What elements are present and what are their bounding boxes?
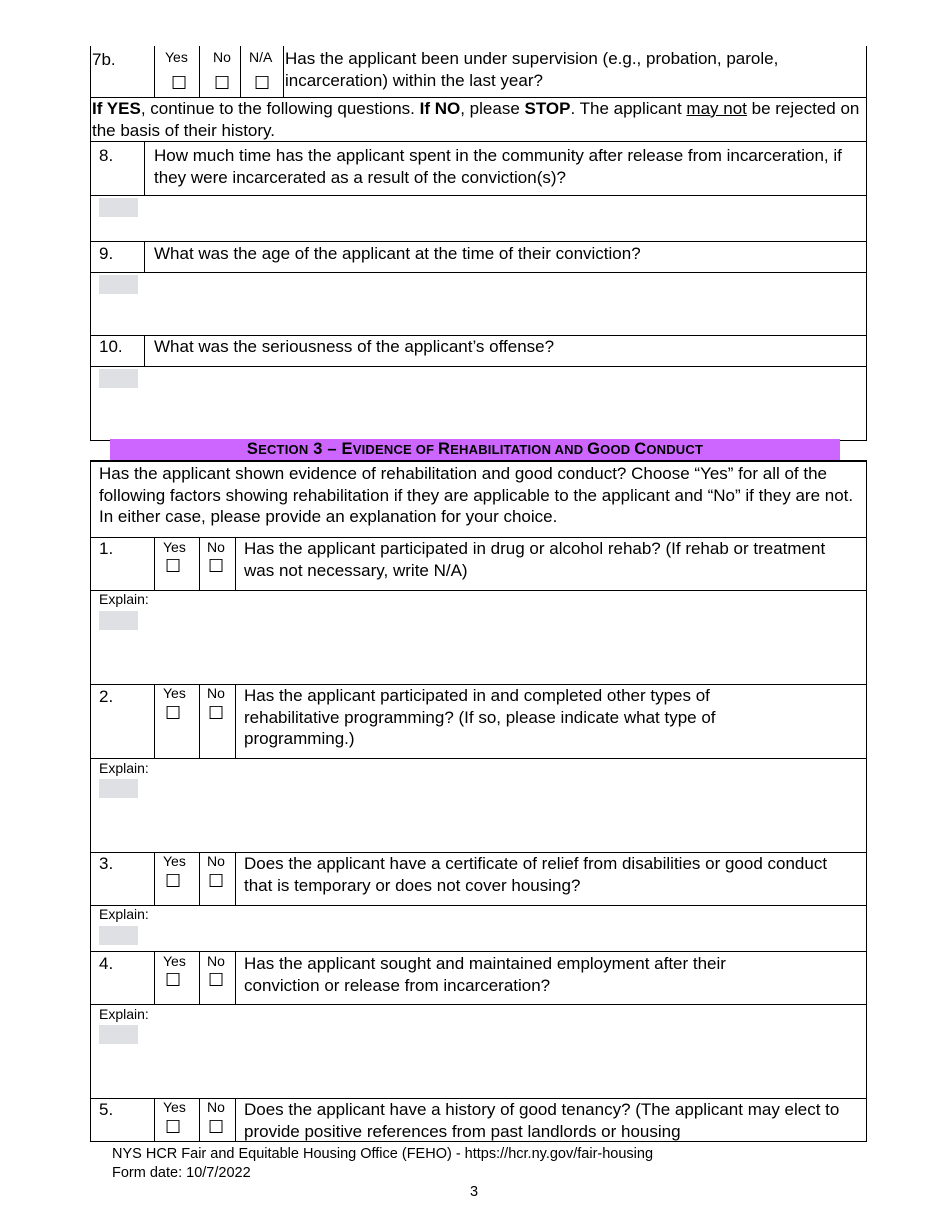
item-4-yes-label: Yes (163, 953, 186, 969)
item-3-explain-label: Explain: (99, 906, 149, 922)
item-1-no-label: No (207, 539, 225, 555)
item-5-yes-label: Yes (163, 1099, 186, 1115)
item-5-no-checkbox[interactable]: ☐ (208, 1117, 225, 1138)
item-2-no-checkbox[interactable]: ☐ (208, 703, 225, 724)
item-2-yes-label: Yes (163, 685, 186, 701)
item-4-no-label: No (207, 953, 225, 969)
item-1-number: 1. (99, 539, 114, 558)
item-1-explain-box[interactable] (90, 590, 867, 685)
item-4-yes-checkbox[interactable]: ☐ (165, 970, 182, 991)
q9-number: 9. (99, 244, 114, 263)
item-5-no-label: No (207, 1099, 225, 1115)
q10-number: 10. (99, 337, 123, 356)
footer-form-date: Form date: 10/7/2022 (112, 1165, 251, 1181)
item-3-no-label: No (207, 853, 225, 869)
item-3-question: Does the applicant have a certificate of relief from disabilities or good conduct that is temporary or does not cover housing? (244, 854, 828, 895)
item-3-yes-label: Yes (163, 853, 186, 869)
footer-office: NYS HCR Fair and Equitable Housing Office (FEHO) - https://hcr.ny.gov/fair-housing (112, 1146, 654, 1162)
item-4-explain-field[interactable] (99, 1025, 138, 1044)
q7b-na-checkbox[interactable]: ☐ (254, 73, 271, 94)
item-4-no-checkbox[interactable]: ☐ (208, 970, 225, 991)
item-4-question: Has the applicant sought and maintained employment after their conviction or release from incarceration? (244, 954, 726, 995)
page-number: 3 (470, 1184, 479, 1200)
q7b-na-label: N/A (249, 49, 273, 65)
q7b-yes-label: Yes (165, 49, 188, 65)
item-1-yes-label: Yes (163, 539, 186, 555)
instruction-text: If YES, continue to the following questions. If NO, please STOP. The applicant may not be rejected on the basis of their history. (92, 99, 860, 140)
q7b-yes-checkbox[interactable]: ☐ (171, 73, 188, 94)
section-3-intro: Has the applicant shown evidence of rehabilitation and good conduct? Choose “Yes” for all of the following factors showing rehabilitation if they are applicable to the applicant and “No” if they are not. In either case, please provide an explanation for your choice. (99, 464, 854, 526)
item-3-explain-field[interactable] (99, 926, 138, 945)
q8-number: 8. (99, 146, 114, 165)
item-3-number: 3. (99, 854, 114, 873)
item-4-explain-box[interactable] (90, 1004, 867, 1099)
q7b-number: 7b. (92, 50, 116, 69)
item-2-no-label: No (207, 685, 225, 701)
item-4-number: 4. (99, 954, 114, 973)
item-2-number: 2. (99, 687, 114, 706)
item-5-question: Does the applicant have a history of good tenancy? (The applicant may elect to provide positive references from past landlords or housing (244, 1100, 840, 1141)
q9-answer-field[interactable] (99, 275, 138, 294)
q8-answer-field[interactable] (99, 198, 138, 217)
q10-answer-field[interactable] (99, 369, 138, 388)
q8-question: How much time has the applicant spent in the community after release from incarceration, if they were incarcerated as a result of the conviction(s)? (154, 146, 842, 187)
q10-answer-box[interactable] (90, 366, 867, 441)
item-3-yes-checkbox[interactable]: ☐ (165, 871, 182, 892)
item-1-yes-checkbox[interactable]: ☐ (165, 556, 182, 577)
item-5-yes-checkbox[interactable]: ☐ (165, 1117, 182, 1138)
q7b-no-label: No (213, 49, 231, 65)
q8-answer-box[interactable] (90, 195, 867, 242)
item-2-question: Has the applicant participated in and completed other types of rehabilitative programming? (If so, please indicate what type of programming.) (244, 686, 716, 748)
item-4-explain-label: Explain: (99, 1006, 149, 1022)
item-1-question: Has the applicant participated in drug or alcohol rehab? (If rehab or treatment was not necessary, write N/A) (244, 539, 826, 580)
item-5-number: 5. (99, 1100, 114, 1119)
q9-question: What was the age of the applicant at the time of their conviction? (154, 244, 641, 263)
item-1-explain-label: Explain: (99, 591, 149, 607)
item-1-no-checkbox[interactable]: ☐ (208, 556, 225, 577)
q10-question: What was the seriousness of the applicant’s offense? (154, 337, 555, 356)
item-3-explain-box[interactable] (90, 905, 867, 952)
q9-answer-box[interactable] (90, 272, 867, 336)
q7b-question: Has the applicant been under supervision (e.g., probation, parole, incarceration) within the last year? (285, 49, 779, 90)
section-3-title: SECTION 3 – EVIDENCE OF REHABILITATION AND GOOD CONDUCT (110, 439, 840, 460)
item-2-explain-label: Explain: (99, 760, 149, 776)
item-1-explain-field[interactable] (99, 611, 138, 630)
item-3-no-checkbox[interactable]: ☐ (208, 871, 225, 892)
item-2-explain-field[interactable] (99, 779, 138, 798)
q7b-no-checkbox[interactable]: ☐ (214, 73, 231, 94)
item-2-explain-box[interactable] (90, 758, 867, 853)
item-2-yes-checkbox[interactable]: ☐ (165, 703, 182, 724)
